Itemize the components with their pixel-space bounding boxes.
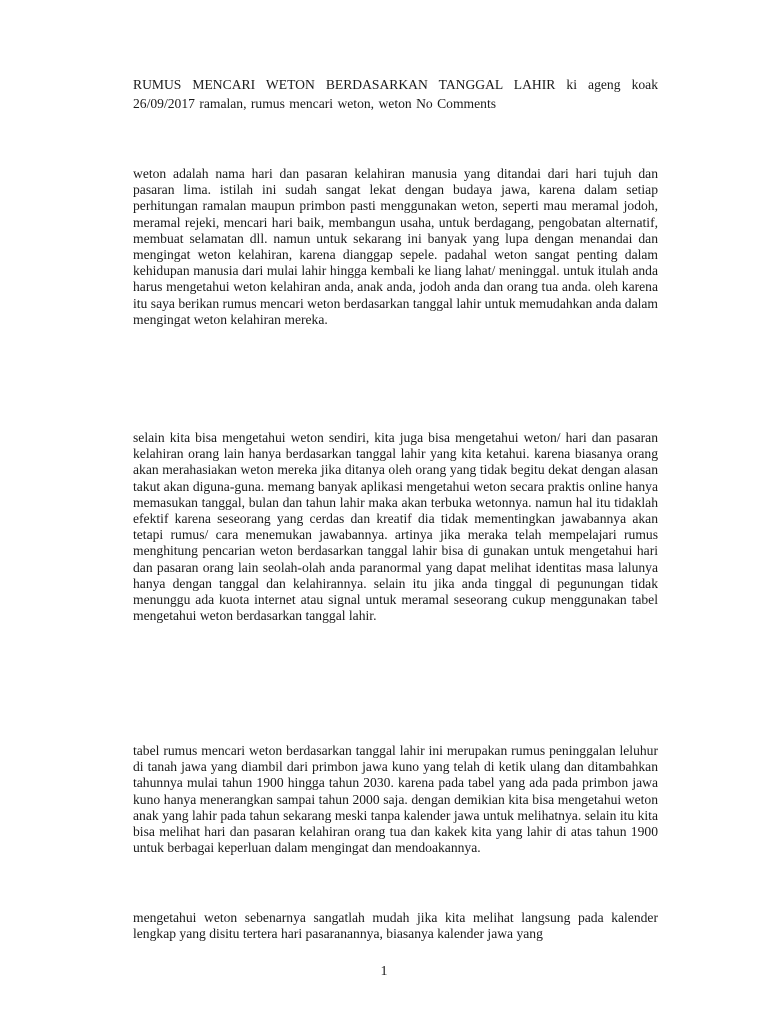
paragraph-calendar: mengetahui weton sebenarnya sangatlah mudah jika kita melihat langsung pada kalender lengkap yang disitu tertera hari pasaranannya, biasanya kalender jawa yang [133, 910, 658, 942]
page-number: 1 [380, 964, 388, 979]
article-heading: RUMUS MENCARI WETON BERDASARKAN TANGGAL LAHIR ki ageng koak 26/09/2017 ramalan, rumus mencari weton, weton No Comments [133, 77, 658, 111]
paragraph-table-history: tabel rumus mencari weton berdasarkan tanggal lahir ini merupakan rumus peninggalan leluhur di tanah jawa yang diambil dari primbon jawa kuno yang telah di ketik ulang dan ditambahkan tahunnya mulai tahun 1900 hingga tahun 2030. karena pada tabel yang ada pada primbon jawa kuno hanya menerangkan sampai tahun 2000 saja. dengan demikian kita bisa mengetahui weton anak yang lahir pada tahun sekarang meski tanpa kalender jawa untuk melihatnya. selain itu kita bisa melihat hari dan pasaran kelahiran orang tua dan kakek kita yang lahir di atas tahun 1900 untuk berbagai keperluan dalam mengingat dan mendoakannya. [133, 743, 658, 856]
paragraph-other-weton: selain kita bisa mengetahui weton sendiri, kita juga bisa mengetahui weton/ hari dan pasaran kelahiran orang lain hanya berdasarkan tanggal lahir yang kita ketahui. karena biasanya orang akan merahasiakan weton mereka jika ditanya oleh orang yang tidak begitu dekat dengan alasan takut akan diguna-guna. memang banyak aplikasi mengetahui weton secara praktis online hanya memasukan tanggal, bulan dan tahun lahir maka akan terbuka wetonnya. namun hal itu tidaklah efektif karena seseorang yang cerdas dan kreatif dia tidak mementingkan jawabannya akan tetapi rumus/ cara menemukan jawabannya. artinya jika meraka telah mempelajari rumus menghitung pencarian weton berdasarkan tanggal lahir bisa di gunakan untuk mengetahui hari dan pasaran orang lain seolah-olah anda paranormal yang dapat melihat identitas masa lalunya hanya dengan tanggal dan kelahirannya. selain itu jika anda tinggal di pegunungan tidak menunggu ada kuota internet atau signal untuk meramal seseorang cukup menggunakan tabel mengetahui weton berdasarkan tanggal lahir. [133, 430, 658, 624]
paragraph-intro: weton adalah nama hari dan pasaran kelahiran manusia yang ditandai dari hari tujuh dan pasaran lima. istilah ini sudah sangat lekat dengan budaya jawa, karena dalam setiap perhitungan ramalan maupun primbon pasti menggunakan weton, seperti mau meramal jodoh, meramal rejeki, mencari hari baik, membangun usaha, untuk berdagang, pengobatan alternatif, membuat selamatan dll. namun untuk sekarang ini banyak yang lupa dengan menandai dan mengingat weton kelahiran, karena dianggap sepele. padahal weton sangat penting dalam kehidupan manusia dari mulai lahir hingga kembali ke liang lahat/ meninggal. untuk itulah anda harus mengetahui weton kelahiran anda, anak anda, jodoh anda dan orang tua anda. oleh karena itu saya berikan rumus mencari weton berdasarkan tanggal lahir untuk memudahkan anda dalam mengingat weton kelahiran mereka. [133, 166, 658, 327]
